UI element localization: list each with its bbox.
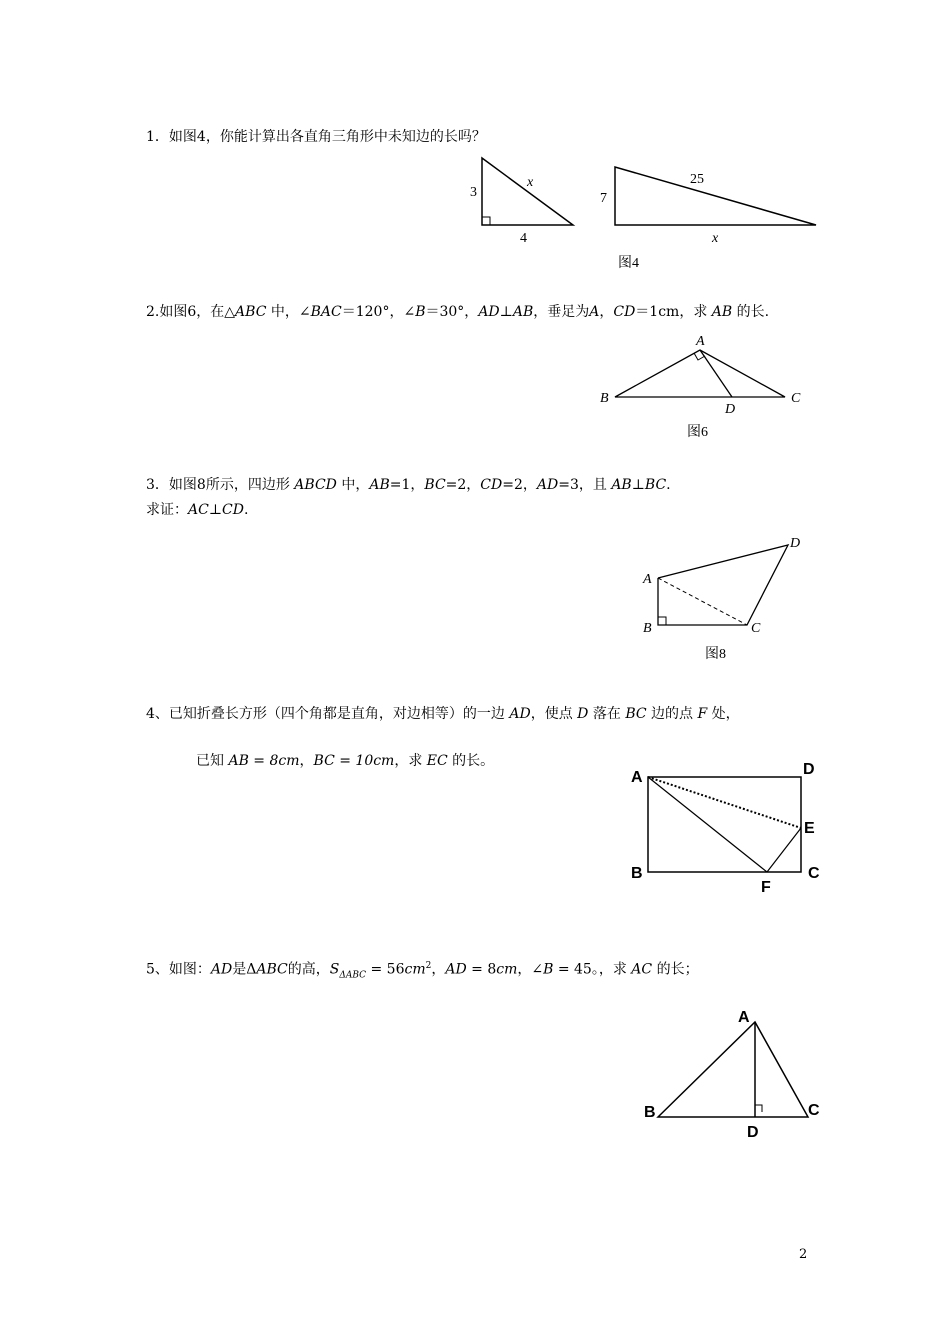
label-a: A xyxy=(643,572,652,587)
label-a: A xyxy=(696,334,705,349)
label-d: D xyxy=(803,761,815,778)
figure-8 xyxy=(635,530,815,670)
tri2-hyp-label: 25 xyxy=(690,172,704,187)
label-d: D xyxy=(747,1124,759,1141)
label-b: B xyxy=(644,1104,656,1121)
problem-5-text: 5、如图：AD是ΔABC的高，$S_{\Delta ABC} = 56cm^2$，AD = 8cm，∠B = 45。，求 AC 的长； xyxy=(146,961,699,981)
triangle-abc xyxy=(615,350,785,397)
label-c: C xyxy=(808,865,820,882)
figure-4-caption: 图4 xyxy=(618,256,639,271)
label-b: B xyxy=(600,391,609,406)
tri1-base-label: 4 xyxy=(520,231,527,246)
label-b: B xyxy=(631,865,643,882)
right-triangle-1 xyxy=(482,158,573,225)
label-a: A xyxy=(631,769,643,786)
label-b: B xyxy=(643,621,652,636)
tri1-leg-label: 3 xyxy=(470,185,477,200)
tri2-base-label: x xyxy=(712,231,719,246)
right-triangle-2 xyxy=(615,167,816,225)
label-c: C xyxy=(808,1102,820,1119)
segment-af xyxy=(648,777,767,872)
problem-4-given-line: 已知 AB = 8cm，BC = 10cm，求 EC 的长。 xyxy=(196,753,495,769)
figure-triangle-altitude xyxy=(640,1000,830,1140)
label-c: C xyxy=(751,621,761,636)
right-angle-mark xyxy=(482,217,490,225)
label-d: D xyxy=(790,536,801,551)
dashed-segment-ac xyxy=(658,578,747,625)
label-d: D xyxy=(725,402,736,417)
right-angle-mark xyxy=(755,1105,762,1112)
right-angle-mark xyxy=(658,617,666,625)
problem-4-text: 4、已知折叠长方形（四个角都是直角，对边相等）的一边 AD，使点 D 落在 BC 边的点 F 处， xyxy=(146,706,740,722)
figure-4 xyxy=(460,150,830,275)
label-c: C xyxy=(791,391,801,406)
figure-6-caption: 图6 xyxy=(687,425,708,440)
figure-fold-rectangle xyxy=(625,755,825,900)
figure-6 xyxy=(595,330,825,445)
page-number: 2 xyxy=(799,1247,808,1262)
problem-1-text: 1．如图4，你能计算出各直角三角形中未知边的长吗？ xyxy=(146,129,486,145)
figure-8-caption: 图8 xyxy=(705,647,726,662)
label-f: F xyxy=(761,879,771,896)
dotted-fold-ae xyxy=(648,777,801,828)
label-e: E xyxy=(804,820,815,837)
tri2-leg-label: 7 xyxy=(600,191,607,206)
tri1-hyp-label: x xyxy=(527,175,534,190)
quadrilateral-abcd xyxy=(658,545,788,625)
triangle-abc xyxy=(658,1022,808,1117)
segment-fe xyxy=(767,828,801,872)
label-a: A xyxy=(738,1009,750,1026)
segment-ad xyxy=(700,350,732,397)
problem-3-text: 3．如图8所示，四边形 ABCD 中，AB=1，BC=2，CD=2，AD=3，且 AB⊥BC. xyxy=(146,477,671,493)
problem-3-proof-line: 求证：AC⊥CD. xyxy=(146,502,249,518)
problem-2-text: 2.如图6，在△ABC 中，∠BAC＝120°，∠B＝30°，AD⊥AB，垂足为A，CD＝1cm，求 AB 的长. xyxy=(146,304,770,320)
